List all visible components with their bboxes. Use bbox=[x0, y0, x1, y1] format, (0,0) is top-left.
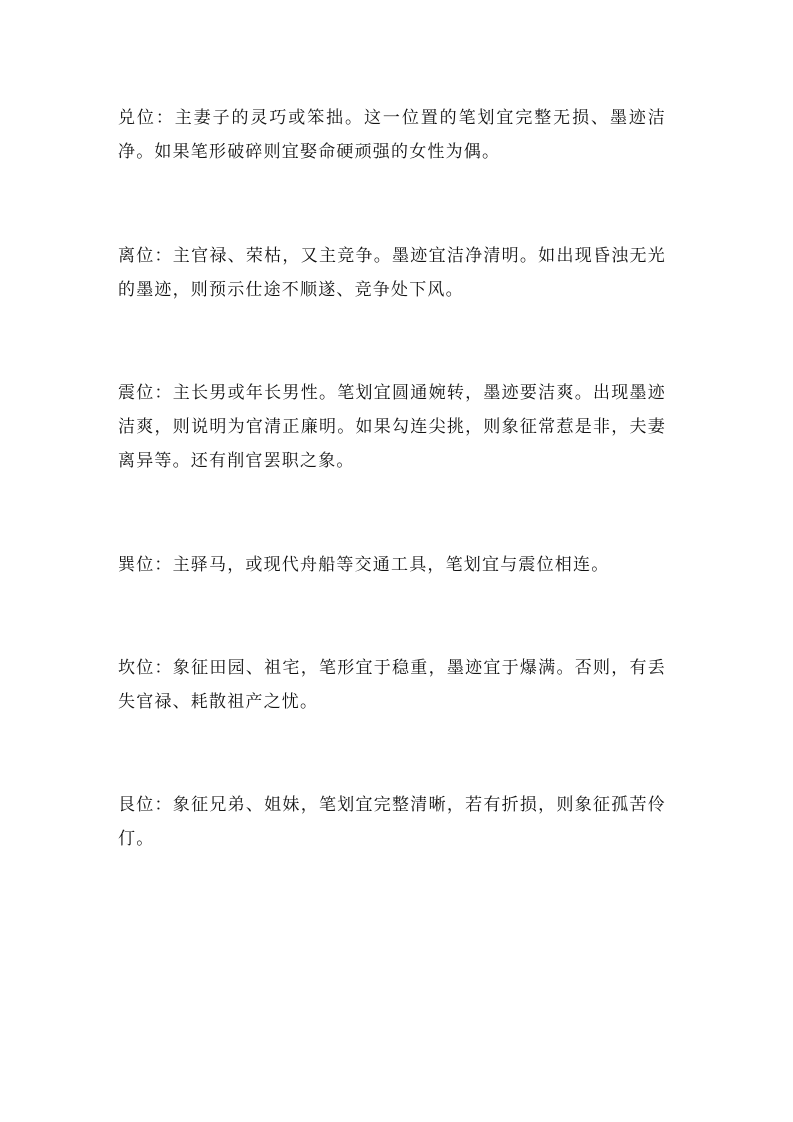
paragraph-kan-position: 坎位：象征田园、祖宅，笔形宜于稳重，墨迹宜于爆满。否则，有丢失官禄、耗散祖产之忧。 bbox=[118, 658, 666, 712]
paragraph-zhen-position: 震位：主长男或年长男性。笔划宜圆通婉转，墨迹要洁爽。出现墨迹洁爽，则说明为官清正廉明。如果勾连尖挑，则象征常惹是非，夫妻离异等。还有削官罢职之象。 bbox=[118, 383, 666, 471]
paragraph-xun-position: 巽位：主驿马，或现代舟船等交通工具，笔划宜与震位相连。 bbox=[118, 555, 610, 575]
paragraph-dui-position: 兑位：主妻子的灵巧或笨拙。这一位置的笔划宜完整无损、墨迹洁净。如果笔形破碎则宜娶命硬顽强的女性为偶。 bbox=[118, 108, 666, 162]
paragraph-li-position: 离位：主官禄、荣枯，又主竞争。墨迹宜洁净清明。如出现昏浊无光的墨迹，则预示仕途不顺遂、竞争处下风。 bbox=[118, 246, 666, 300]
paragraph-gen-position: 艮位：象征兄弟、姐妹，笔划宜完整清晰，若有折损，则象征孤苦伶仃。 bbox=[118, 795, 666, 849]
